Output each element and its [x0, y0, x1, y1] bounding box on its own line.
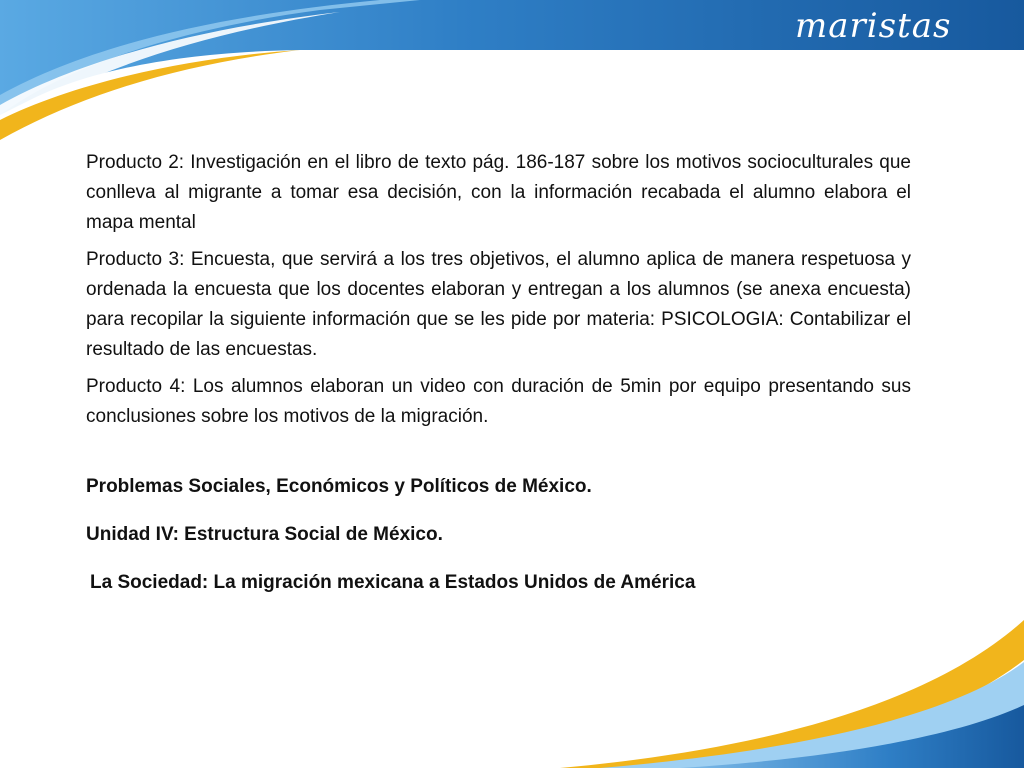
heading-topic: La Sociedad: La migración mexicana a Estados Unidos de América: [90, 572, 696, 593]
maristas-logo: maristas: [795, 6, 952, 46]
paragraph-producto-2: Producto 2: Investigación en el libro de texto pág. 186-187 sobre los motivos socioculturales que conlleva al migrante a tomar esa decisión, con la información recabada el alumno elabora el mapa mental: [86, 152, 911, 233]
heading-unit: Unidad IV: Estructura Social de México.: [86, 524, 443, 545]
paragraph-producto-4: Producto 4: Los alumnos elaboran un video con duración de 5min por equipo presentando sus conclusiones sobre los motivos de la migración.: [86, 376, 911, 427]
heading-subject: Problemas Sociales, Económicos y Políticos de México.: [86, 476, 592, 497]
paragraph-producto-3: Producto 3: Encuesta, que servirá a los tres objetivos, el alumno aplica de manera respetuosa y ordenada la encuesta que los docentes elaboran y entregan a los alumnos (se anexa encuesta) para recopilar la siguiente información que se les pide por materia: PSICOLOGIA: Contabilizar el resultado de las encuestas.: [86, 249, 911, 360]
footer-swoosh: [0, 600, 1024, 768]
slide-content: [86, 148, 911, 598]
